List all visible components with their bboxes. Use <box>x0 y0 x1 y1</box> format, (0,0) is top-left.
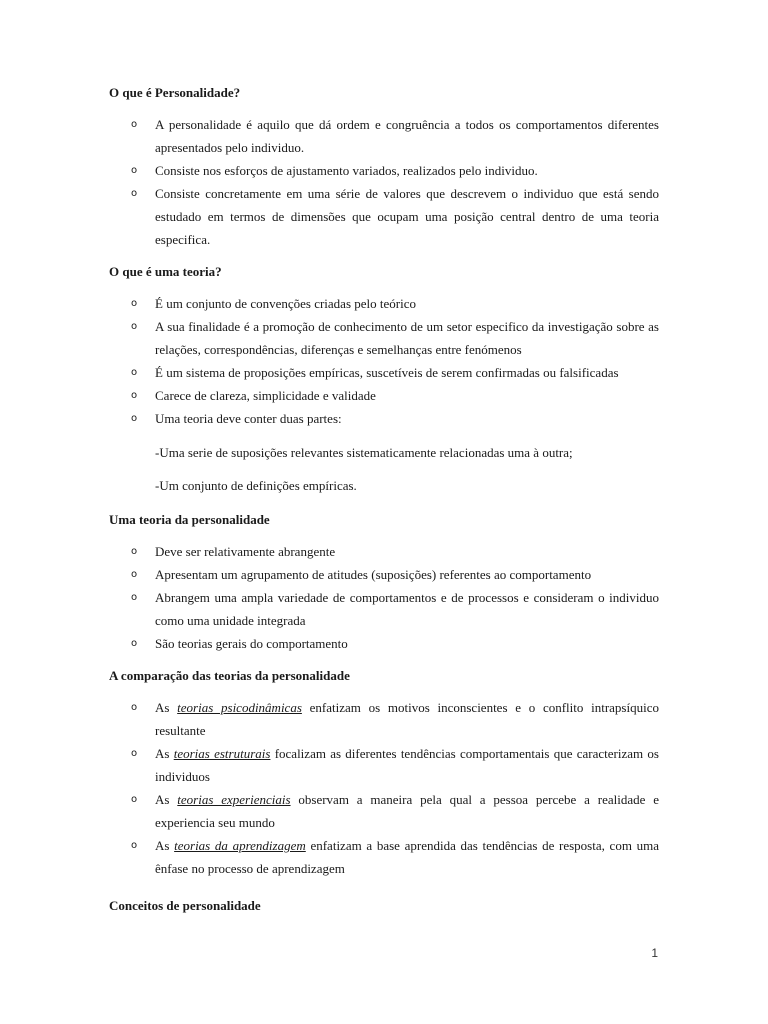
bullet-circle-icon: o <box>131 840 138 851</box>
section-title: Uma teoria da personalidade <box>109 512 270 527</box>
bullet-circle-icon: o <box>131 592 138 603</box>
bullet-circle-icon: o <box>131 569 138 580</box>
list-item <box>109 696 659 742</box>
section-personalidade <box>109 83 659 247</box>
bullet-circle-icon: o <box>131 702 138 713</box>
section-teoria <box>109 262 659 493</box>
theory-term: teorias experienciais <box>177 792 291 807</box>
list-item-prefix: As <box>155 700 178 715</box>
sub-line: -Um conjunto de definições empíricas. <box>155 478 357 493</box>
list-item-text: enfatizam os motivos inconscientes e o conflito intrapsíquico resultante <box>155 700 659 738</box>
list-item <box>109 788 659 834</box>
bullet-circle-icon: o <box>131 188 138 199</box>
list-item-text: enfatizam a base aprendida das tendências de resposta, com uma ênfase no processo de aprendizagem <box>155 838 659 876</box>
list-item-text: Carece de clareza, simplicidade e validade <box>155 388 376 403</box>
list-item <box>109 292 659 315</box>
list-item-text: observam a maneira pela qual a pessoa percebe a realidade e experiencia seu mundo <box>155 792 660 830</box>
theory-term: teorias estruturais <box>173 746 271 761</box>
page-number: 1 <box>651 946 658 960</box>
list-item <box>109 384 659 407</box>
section-comparacao <box>109 666 660 876</box>
section-title: A comparação das teorias da personalidade <box>109 668 350 683</box>
list-item <box>109 407 659 430</box>
section-teoria-personalidade <box>109 510 659 651</box>
list-item-text: Consiste nos esforços de ajustamento variados, realizados pelo individuo. <box>155 163 538 178</box>
bullet-circle-icon: o <box>131 413 138 424</box>
sub-line: -Uma serie de suposições relevantes sistematicamente relacionadas uma à outra; <box>155 445 573 460</box>
section-title: O que é uma teoria? <box>109 264 222 279</box>
list-item <box>109 586 659 632</box>
bullet-list <box>109 292 659 430</box>
list-item <box>109 834 659 880</box>
list-item-text: É um sistema de proposições empíricas, suscetíveis de serem confirmadas ou falsificadas <box>155 365 619 380</box>
list-item-text: É um conjunto de convenções criadas pelo teórico <box>155 296 416 311</box>
bullet-circle-icon: o <box>131 546 138 557</box>
list-item-prefix: As <box>155 838 175 853</box>
bullet-circle-icon: o <box>131 119 138 130</box>
section-conceitos <box>109 896 659 916</box>
list-item-text: Uma teoria deve conter duas partes: <box>155 411 342 426</box>
list-item-text: A sua finalidade é a promoção de conhecimento de um setor especifico da investigação sobre as relações, correspondências, diferenças e semelhanças entre fenómenos <box>155 319 659 357</box>
bullet-circle-icon: o <box>131 638 138 649</box>
theory-term: teorias da aprendizagem <box>174 838 306 853</box>
bullet-list <box>109 540 659 655</box>
bullet-circle-icon: o <box>131 390 138 401</box>
list-item <box>109 361 659 384</box>
list-item <box>109 540 659 563</box>
list-item-text: São teorias gerais do comportamento <box>155 636 348 651</box>
list-item <box>109 563 659 586</box>
section-title: O que é Personalidade? <box>109 85 241 100</box>
bullet-circle-icon: o <box>131 165 138 176</box>
list-item-prefix: As <box>155 746 174 761</box>
list-item-prefix: As <box>155 792 178 807</box>
bullet-circle-icon: o <box>131 748 138 759</box>
bullet-list <box>109 696 659 880</box>
list-item-text: A personalidade é aquilo que dá ordem e congruência a todos os comportamentos diferentes apresentados pelo individuo. <box>155 117 659 155</box>
bullet-circle-icon: o <box>131 298 138 309</box>
list-item-text: focalizam as diferentes tendências comportamentais que caracterizam os individuos <box>155 746 659 784</box>
list-item <box>109 632 659 655</box>
list-item <box>109 182 659 251</box>
list-item <box>109 159 659 182</box>
list-item <box>109 742 659 788</box>
bullet-circle-icon: o <box>131 367 138 378</box>
list-item-text: Apresentam um agrupamento de atitudes (suposições) referentes ao comportamento <box>155 567 592 582</box>
list-item-text: Consiste concretamente em uma série de valores que descrevem o individuo que está sendo estudado em termos de dimensões que ocupam uma posição central dentro de uma teoria especifica. <box>155 186 659 247</box>
section-title: Conceitos de personalidade <box>109 898 261 913</box>
bullet-circle-icon: o <box>131 321 138 332</box>
bullet-list <box>109 113 659 251</box>
list-item <box>109 315 659 361</box>
list-item <box>109 113 659 159</box>
theory-term: teorias psicodinâmicas <box>177 700 302 715</box>
list-item-text: Deve ser relativamente abrangente <box>155 544 336 559</box>
bullet-circle-icon: o <box>131 794 138 805</box>
list-item-text: Abrangem uma ampla variedade de comportamentos e de processos e consideram o individuo como uma unidade integrada <box>155 590 659 628</box>
